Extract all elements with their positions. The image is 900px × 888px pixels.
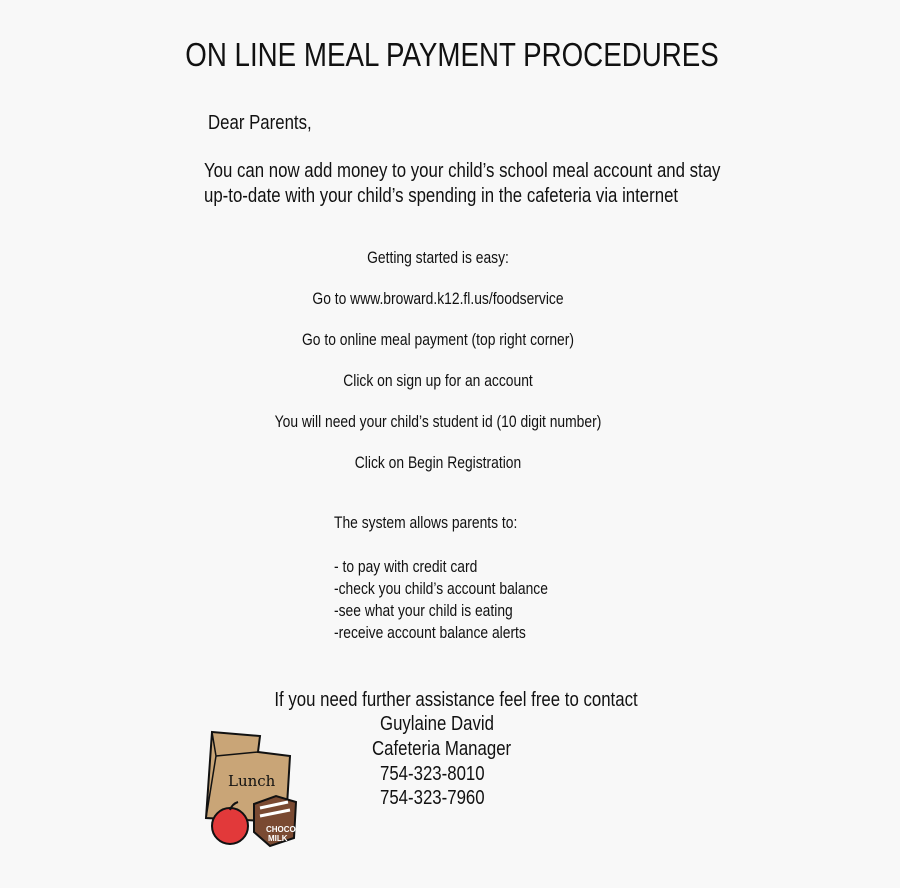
contact-phone: 754-323-8010 xyxy=(380,763,485,785)
step-student-id: You will need your child’s student id (10 digit number) xyxy=(274,413,602,431)
feature-item: - to pay with credit card xyxy=(334,558,478,576)
step-sign-up: Click on sign up for an account xyxy=(343,372,533,390)
contact-phone: 754-323-7960 xyxy=(380,787,485,809)
contact-intro: If you need further assistance feel free to contact xyxy=(274,689,638,711)
svg-text:MILK: MILK xyxy=(268,834,288,843)
page-title: ON LINE MEAL PAYMENT PROCEDURES xyxy=(185,36,719,73)
contact-role: Cafeteria Manager xyxy=(372,738,512,760)
intro-line-1: You can now add money to your child’s school meal account and stay xyxy=(204,160,721,182)
carton-label: CHOCO xyxy=(266,825,296,834)
contact-name: Guylaine David xyxy=(380,713,494,735)
step-begin-registration: Click on Begin Registration xyxy=(354,454,522,472)
intro-line-2: up-to-date with your child’s spending in the cafeteria via internet xyxy=(204,185,679,207)
feature-item: -see what your child is eating xyxy=(334,602,513,620)
step-website: Go to www.broward.k12.fl.us/foodservice xyxy=(312,290,564,308)
feature-item: -check you child’s account balance xyxy=(334,580,548,598)
feature-item: -receive account balance alerts xyxy=(334,624,526,642)
lunch-bag-clipart-icon xyxy=(198,726,302,850)
step-online-payment: Go to online meal payment (top right corner) xyxy=(302,331,574,349)
greeting: Dear Parents, xyxy=(208,112,312,134)
steps-heading: Getting started is easy: xyxy=(367,249,509,267)
features-heading: The system allows parents to: xyxy=(334,514,518,532)
bag-label: Lunch xyxy=(228,772,276,790)
